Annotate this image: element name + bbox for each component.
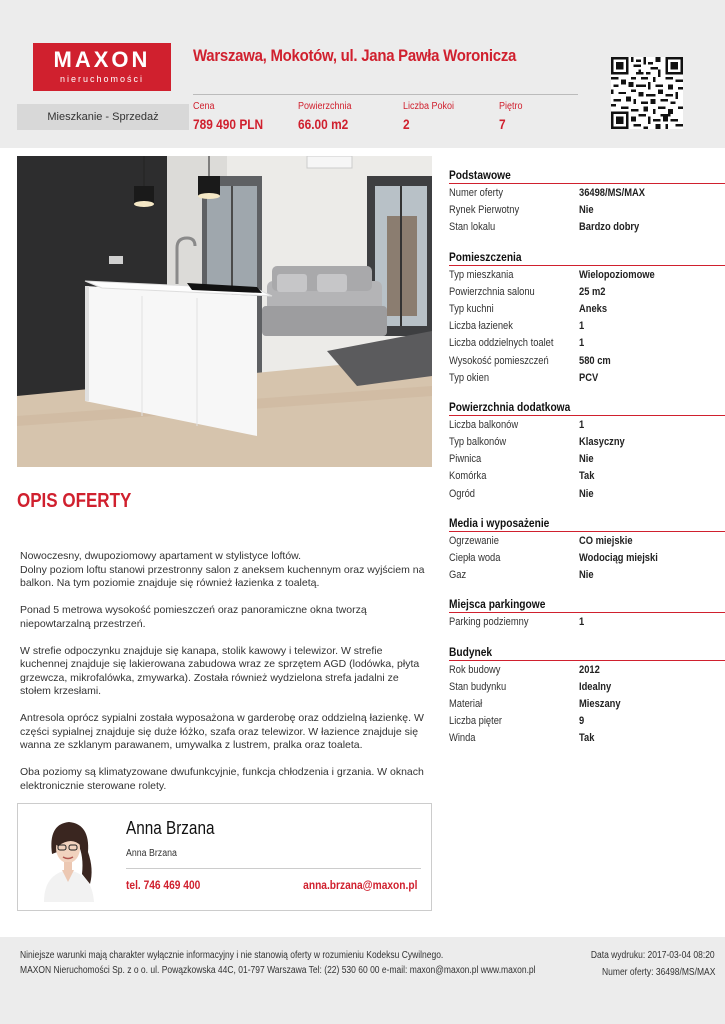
detail-row: Piwnica Nie xyxy=(449,453,594,466)
description-paragraph: Antresola oprócz sypialni została wyposażona w garderobę oraz oddzielną łazienkę. W części sypialnej znajduje się duże łóżko, szafa oraz telewizor. W łazience znajduje się wanna ze szklanym parawanem, umywalka z lustrem, pralka oraz toaleta. xyxy=(20,712,424,751)
description-paragraph: W strefie odpoczynku znajduje się kanapa, stolik kawowy i telewizor. W strefie kuchennej znajduje się lakierowana zabudowa wraz ze sprzętem AGD (lodówka, płyta grzewcza, mikrofalówka, zmywarka). Została również wydzielona strefa jadalni ze stołem krzesłami. xyxy=(20,644,420,697)
section-title: Pomieszczenia xyxy=(449,250,725,266)
floor-label: Piętro xyxy=(499,101,523,112)
offer-number: Numer oferty: 36498/MS/MAX xyxy=(601,967,715,978)
detail-row: Stan lokalu Bardzo dobry xyxy=(449,221,640,234)
disclaimer-text: Niniejsze warunki mają charakter wyłącznie informacyjny i nie stanowią oferty w rozumieniu Kodeksu Cywilnego. xyxy=(20,950,444,961)
description-paragraph: Ponad 5 metrowa wysokość pomieszczeń oraz panoramiczne okna tworzą niepowtarzalną przestrzeń. xyxy=(20,604,367,630)
section-title: Powierzchnia dodatkowa xyxy=(449,400,725,416)
agent-subtitle: Anna Brzana xyxy=(126,848,177,859)
detail-row: Typ balkonów Klasyczny xyxy=(449,436,625,449)
footer xyxy=(0,937,725,1024)
property-photo[interactable] xyxy=(17,156,432,467)
description-paragraph: Oba poziomy są klimatyzowane dwufunkcyjnie, funkcja chłodzenia i grzania. W oknach elektronicznie sterowane rolety. xyxy=(20,766,424,792)
description-body xyxy=(20,550,430,807)
detail-row: Gaz Nie xyxy=(449,569,594,582)
property-address: Warszawa, Mokotów, ul. Jana Pawła Woronicza xyxy=(193,46,517,65)
rooms-field xyxy=(403,101,460,132)
print-date: Data wydruku: 2017-03-04 08:20 xyxy=(591,950,715,961)
agent-email-link[interactable]: anna.brzana@maxon.pl xyxy=(302,878,417,892)
logo-sub: nieruchomości xyxy=(59,74,145,84)
section-title: Media i wyposażenie xyxy=(449,516,725,532)
section-title: Miejsca parkingowe xyxy=(449,597,725,613)
rooms-label: Liczba Pokoi xyxy=(403,101,455,112)
agent-name: Anna Brzana xyxy=(126,818,215,838)
section-title: Podstawowe xyxy=(449,168,725,184)
detail-row: Liczba pięter 9 xyxy=(449,715,585,728)
detail-row: Powierzchnia salonu 25 m2 xyxy=(449,285,606,298)
detail-row: Wysokość pomieszczeń 580 cm xyxy=(449,354,611,367)
detail-row: Liczba oddzielnych toalet 1 xyxy=(449,337,585,350)
agent-phone-link[interactable]: tel. 746 469 400 xyxy=(126,878,201,892)
detail-row: Winda Tak xyxy=(449,732,595,745)
agent-avatar xyxy=(38,814,100,902)
section-budynek xyxy=(449,645,725,748)
detail-row: Materiał Mieszany xyxy=(449,697,621,710)
detail-row: Ogród Nie xyxy=(449,487,594,500)
agent-card xyxy=(17,803,432,911)
details-panel xyxy=(449,168,725,748)
header xyxy=(0,0,725,148)
section-podstawowe xyxy=(449,168,725,237)
section-parking xyxy=(449,597,725,631)
section-media xyxy=(449,516,725,585)
area-value: 66.00 m2 xyxy=(298,116,349,132)
header-divider xyxy=(193,94,578,95)
logo-name: MAXON xyxy=(53,47,151,72)
section-title: Budynek xyxy=(449,645,725,661)
agent-divider xyxy=(126,868,421,869)
detail-row: Rynek Pierwotny Nie xyxy=(449,204,594,217)
price-field xyxy=(193,101,276,132)
area-field xyxy=(298,101,357,132)
rooms-value: 2 xyxy=(403,116,410,132)
detail-row: Numer oferty 36498/MS/MAX xyxy=(449,187,646,199)
company-info: MAXON Nieruchomości Sp. z o o. ul. Powązkowska 44C, 01-797 Warszawa Tel: (22) 530 60 00 e-mail: maxon@maxon.pl www.maxon.pl xyxy=(20,965,536,976)
section-powierzchnia-dodatkowa xyxy=(449,400,725,503)
detail-row: Stan budynku Idealny xyxy=(449,680,612,693)
qr-code-icon[interactable] xyxy=(611,57,683,129)
floor-field xyxy=(499,101,525,132)
price-value: 789 490 PLN xyxy=(193,116,264,132)
detail-row: Typ mieszkania Wielopoziomowe xyxy=(449,268,655,281)
price-label: Cena xyxy=(193,101,215,112)
area-label: Powierzchnia xyxy=(298,101,352,112)
detail-row: Ogrzewanie CO miejskie xyxy=(449,534,633,547)
section-pomieszczenia xyxy=(449,250,725,387)
maxon-logo[interactable] xyxy=(33,43,171,91)
detail-row: Typ okien PCV xyxy=(449,371,599,384)
detail-row: Rok budowy 2012 xyxy=(449,663,600,676)
detail-row: Komórka Tak xyxy=(449,470,595,483)
description-paragraph: Nowoczesny, dwupoziomowy apartament w stylistyce loftów. Dolny poziom loftu stanowi przestronny salon z aneksem kuchennym oraz wyjściem na balkon. Na tym poziomie znajduje się również łazienka z toaletą. xyxy=(20,550,425,589)
detail-row: Parking podziemny 1 xyxy=(449,616,585,629)
description-title: OPIS OFERTY xyxy=(17,490,132,512)
detail-row: Liczba łazienek 1 xyxy=(449,320,585,333)
detail-row: Liczba balkonów 1 xyxy=(449,418,585,431)
category-badge: Mieszkanie - Sprzedaż xyxy=(17,104,189,130)
floor-value: 7 xyxy=(499,116,506,132)
detail-row: Ciepła woda Wodociąg miejski xyxy=(449,552,658,564)
detail-row: Typ kuchni Aneks xyxy=(449,302,608,315)
